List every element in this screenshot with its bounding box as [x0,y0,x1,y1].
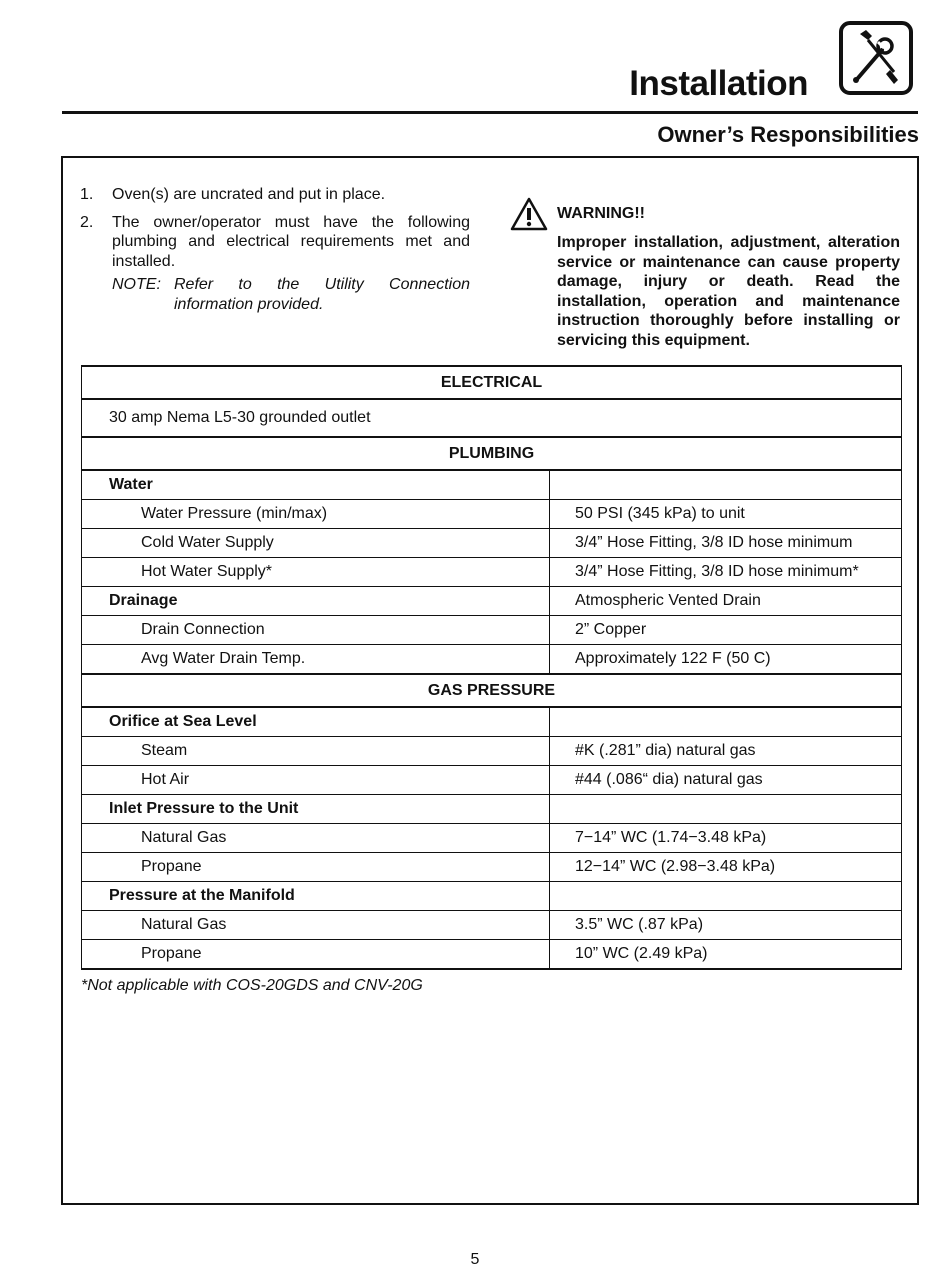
row-label: Avg Water Drain Temp. [82,645,550,675]
step-number: 2. [80,213,94,231]
row-value [550,470,902,500]
table-row [82,399,902,437]
row-value: 50 PSI (345 kPa) to unit [550,500,902,529]
list-item [80,213,470,272]
footnote: *Not applicable with COS-20GDS and CNV-20G [81,977,423,994]
step-text: The owner/operator must have the following plumbing and electrical requirements met and installed. [112,213,470,270]
row-label: Water [82,470,550,500]
header-divider [62,111,918,114]
requirements-table [81,365,902,970]
row-label: Hot Water Supply* [82,558,550,587]
section-subtitle: Owner’s Responsibilities [657,122,919,147]
row-value: #44 (.086“ dia) natural gas [550,766,902,795]
table-row [82,616,902,645]
table-row [82,853,902,882]
row-label: Steam [82,737,550,766]
row-label: Hot Air [82,766,550,795]
row-value: 3/4” Hose Fitting, 3/8 ID hose minimum [550,529,902,558]
row-value [550,882,902,911]
table-row [82,766,902,795]
row-value: 7−14” WC (1.74−3.48 kPa) [550,824,902,853]
row-label: Inlet Pressure to the Unit [82,795,550,824]
table-section-header [82,437,902,470]
step-text: Oven(s) are uncrated and put in place. [112,186,386,203]
table-row [82,882,902,911]
installation-steps [80,185,470,314]
row-value: Approximately 122 F (50 C) [550,645,902,675]
list-item [80,185,470,205]
table-row [82,795,902,824]
row-label: Drain Connection [82,616,550,645]
row-value: 12−14” WC (2.98−3.48 kPa) [550,853,902,882]
electrical-requirement: 30 amp Nema L5-30 grounded outlet [82,399,902,437]
row-label: Propane [82,853,550,882]
row-label: Pressure at the Manifold [82,882,550,911]
table-row [82,707,902,737]
row-label: Natural Gas [82,911,550,940]
row-label: Cold Water Supply [82,529,550,558]
row-label: Propane [82,940,550,970]
step-number: 1. [80,186,94,203]
table-row [82,911,902,940]
note-label: NOTE: [112,276,161,293]
table-row [82,587,902,616]
table-row [82,500,902,529]
table-section-header [82,674,902,707]
wrench-screwdriver-icon [838,20,914,96]
row-value [550,795,902,824]
warning-title: WARNING!! [557,205,645,222]
plumbing-heading: PLUMBING [82,437,902,470]
row-value: 2” Copper [550,616,902,645]
page-number: 5 [470,1251,480,1268]
table-row [82,737,902,766]
table-row [82,470,902,500]
row-value: Atmospheric Vented Drain [550,587,902,616]
table-row [82,558,902,587]
gas-pressure-heading: GAS PRESSURE [82,674,902,707]
warning-text: Improper installation, adjustment, alteration service or maintenance can cause property damage, injury or death. Read the installation, operation and maintenance instruction thoroughly before installing or servicing this equipment. [557,234,900,349]
table-section-header [82,366,902,399]
table-row [82,645,902,675]
electrical-heading: ELECTRICAL [82,366,902,399]
row-value: 10” WC (2.49 kPa) [550,940,902,970]
table-row [82,940,902,970]
row-label: Natural Gas [82,824,550,853]
row-label: Water Pressure (min/max) [82,500,550,529]
row-value: #K (.281” dia) natural gas [550,737,902,766]
note-text: Refer to the Utility Connection information provided. [174,276,470,313]
row-value: 3/4” Hose Fitting, 3/8 ID hose minimum* [550,558,902,587]
page-title: Installation [629,64,808,103]
warning-triangle-icon [510,197,548,231]
row-value [550,707,902,737]
row-value: 3.5” WC (.87 kPa) [550,911,902,940]
row-label: Drainage [82,587,550,616]
row-label: Orifice at Sea Level [82,707,550,737]
note [112,275,470,314]
table-row [82,529,902,558]
table-row [82,824,902,853]
